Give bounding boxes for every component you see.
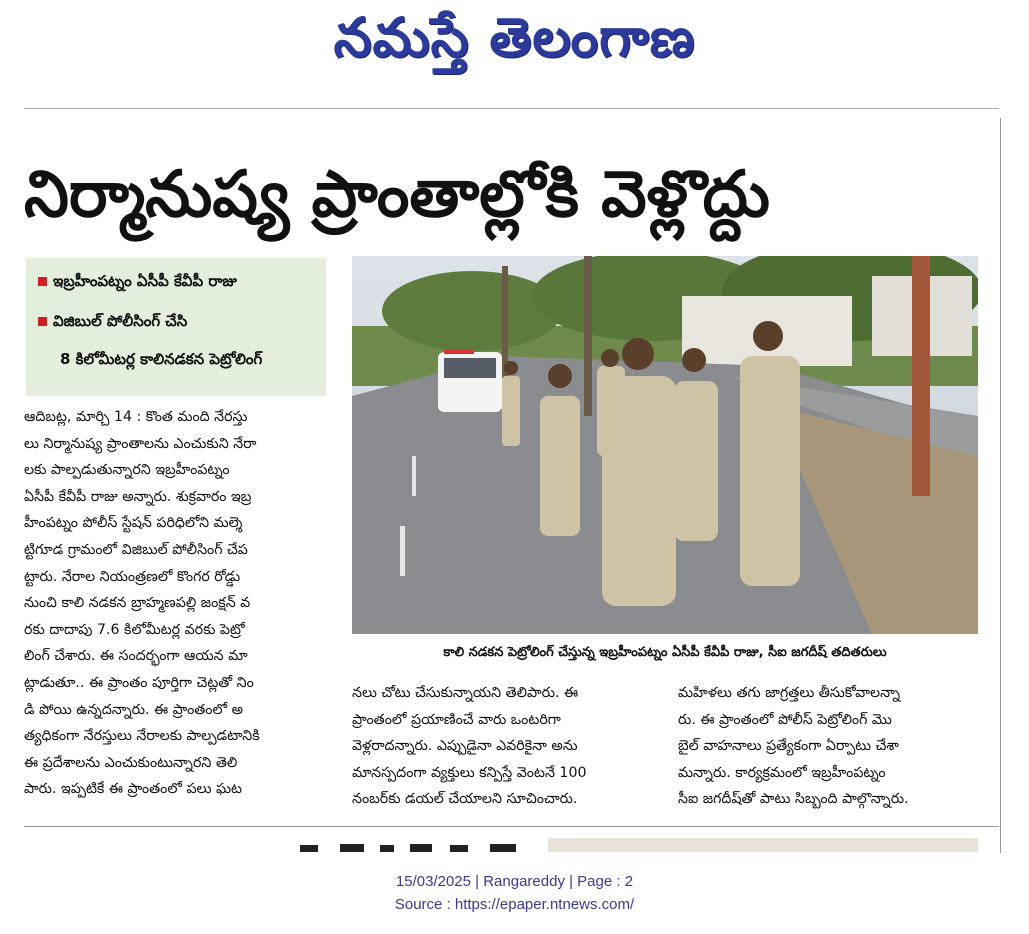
text-line: ఆదిబట్ల, మార్చి 14 : కొంత మంది నేరస్తు xyxy=(24,409,248,425)
text-line: బైల్ వాహనాలు ప్రత్యేకంగా ఏర్పాటు చేశా xyxy=(678,738,899,755)
article-column-3 xyxy=(678,680,978,813)
text-line: సీఐ జగదీష్‌తో పాటు సిబ్బంది పాల్గొన్నారు. xyxy=(678,791,909,808)
article-column-1 xyxy=(24,404,324,803)
article-column-2 xyxy=(352,680,652,813)
text-line: నలు చోటు చేసుకున్నాయని తెలిపారు. ఈ xyxy=(352,685,579,701)
kicker-line: ఇబ్రహీంపట్నం ఏసీపీ కేవీపీ రాజు xyxy=(38,272,237,294)
text-line: రకు దాదాపు 7.6 కిలోమీటర్ల వరకు పెట్రో xyxy=(24,621,245,638)
text-line: మానస్పదంగా వ్యక్తులు కన్పిస్తే వెంటనే 100 xyxy=(352,764,587,781)
text-line: లింగ్ చేశారు. ఈ సందర్భంగా ఆయన మా xyxy=(24,648,248,665)
text-line: వెళ్లరాదన్నారు. ఎప్పుడైనా ఎవరికైనా అను xyxy=(352,738,578,755)
masthead xyxy=(0,0,1029,96)
text-line: త్యధికంగా నేరస్తులు నేరాలకు పాల్పడటానికి xyxy=(24,728,260,745)
photo-caption: కాలి నడకన పెట్రోలింగ్ చేస్తున్న ఇబ్రహీంపట్నం ఏసీపీ కేవీపీ రాజు, సీఐ జగదీష్ తదితరులు xyxy=(443,645,887,660)
text-line: మహిళలు తగు జాగ్రత్తలు తీసుకోవాలన్నా xyxy=(678,685,901,701)
article-photo xyxy=(352,256,978,634)
text-line: ఏసీపీ కేవీపీ రాజు అన్నారు. శుక్రవారం ఇబ్ర xyxy=(24,488,252,505)
clipping-top-rule xyxy=(24,100,999,109)
text-line: నుంచి కాలి నడకన బ్రాహ్మణపల్లి జంక్షన్ వ xyxy=(24,595,251,612)
text-line: హీంపట్నం పోలీస్ స్టేషన్ పరిధిలోని మల్శె xyxy=(24,515,243,532)
text-line: లకు పాల్పడుతున్నారని ఇబ్రహీంపట్నం xyxy=(24,462,230,479)
text-line: ప్రాంతంలో ప్రయాణించే వారు ఒంటరిగా xyxy=(352,711,561,728)
article-headline: నిర్మానుష్య ప్రాంతాల్లోకి వెళ్లొద్దు xyxy=(24,158,770,232)
text-line: డి పోయి ఉన్నదన్నారు. ఈ ప్రాంతంలో అ xyxy=(24,701,243,718)
next-headline-fragment xyxy=(300,842,520,852)
text-line: ఈ ప్రదేశాలను ఎంచుకుంటున్నారని తెలి xyxy=(24,754,238,771)
kicker-box xyxy=(26,258,326,396)
clipping-footer xyxy=(0,870,1029,916)
text-line: రు. ఈ ప్రాంతంలో పోలీస్ పెట్రోలింగ్ మొ xyxy=(678,711,892,728)
text-line: ట్టిగూడ గ్రామంలో విజిబుల్ పోలీసింగ్ చేప xyxy=(24,541,248,558)
text-line: లు నిర్మానుష్య ప్రాంతాలను ఎంచుకుని నేరా xyxy=(24,435,257,452)
kicker-line: విజిబుల్ పోలీసింగ్ చేసి xyxy=(38,312,187,334)
bottom-rule xyxy=(24,826,999,827)
newspaper-logo: నమస్తే తెలంగాణ xyxy=(333,6,696,69)
text-line: ట్టారు. నేరాల నియంత్రణలో కొంగర రోడ్డు xyxy=(24,568,241,585)
text-line: మన్నారు. కార్యక్రమంలో ఇబ్రహీంపట్నం xyxy=(678,764,886,781)
next-article-photo-strip xyxy=(548,838,978,852)
column-rule xyxy=(1000,118,1001,853)
footer-source-link[interactable]: Source : https://epaper.ntnews.com/ xyxy=(394,896,635,913)
text-line: ట్లాడుతూ.. ఈ ప్రాంతం పూర్తిగా చెట్లతో నిం xyxy=(24,674,254,691)
text-line: పారు. ఇప్పటికే ఈ ప్రాంతంలో పలు ఘట xyxy=(24,781,242,798)
kicker-line: 8 కిలోమీటర్ల కాలినడకన పెట్రోలింగ్ xyxy=(60,350,263,368)
bullet-icon xyxy=(38,317,47,326)
bullet-icon xyxy=(38,277,47,286)
footer-date-edition: 15/03/2025 | Rangareddy | Page : 2 xyxy=(395,873,634,890)
text-line: నంబర్‌కు డయల్ చేయాలని సూచించారు. xyxy=(352,791,578,808)
